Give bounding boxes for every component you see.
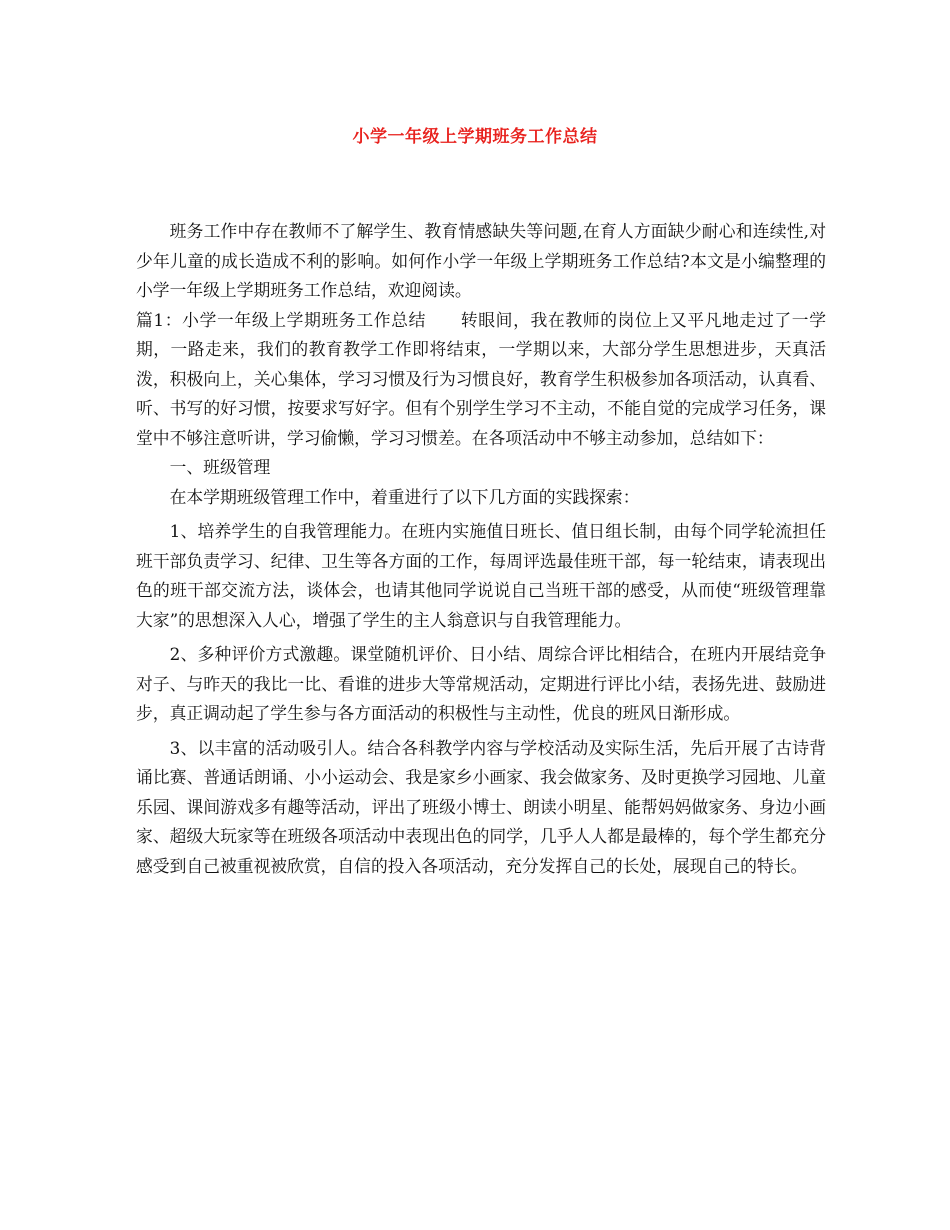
document-body bbox=[136, 217, 826, 881]
chapter-1-paragraph: 篇1：小学一年级上学期班务工作总结 转眼间，我在教师的岗位上又平凡地走过了一学期，一路走来，我们的教育教学工作即将结束，一学期以来，大部分学生思想进步，天真活泼，积极向上，关心集体，学习习惯及行为习惯良好，教育学生积极参加各项活动，认真看、听、书写的好习惯，按要求写好字。但有个别学生学习不主动，不能自觉的完成学习任务，课堂中不够注意听讲，学习偷懒，学习习惯差。在各项活动中不够主动参加，总结如下： bbox=[136, 309, 826, 448]
section-heading-class-management: 一、班级管理 bbox=[169, 457, 271, 477]
document-title: 小学一年级上学期班务工作总结 bbox=[352, 127, 598, 147]
item-1-paragraph: 1、培养学生的自我管理能力。在班内实施值日班长、值日组长制，由每个同学轮流担任班干部负责学习、纪律、卫生等各方面的工作，每周评选最佳班干部，每一轮结束，请表现出色的班干部交流方法，谈体会，也请其他同学说说自己当班干部的感受，从而使“班级管理靠大家”的思想深入人心，增强了学生的主人翁意识与自我管理能力。 bbox=[136, 521, 826, 630]
section-intro-paragraph: 在本学期班级管理工作中，着重进行了以下几方面的实践探索： bbox=[169, 486, 640, 507]
item-3-paragraph: 3、以丰富的活动吸引人。结合各科教学内容与学校活动及实际生活，先后开展了古诗背诵比赛、普通话朗诵、小小运动会、我是家乡小画家、我会做家务、及时更换学习园地、儿童乐园、课间游戏多有趣等活动，评出了班级小博士、朗读小明星、能帮妈妈做家务、身边小画家、超级大玩家等在班级各项活动中表现出色的同学，几乎人人都是最棒的，每个学生都充分感受到自己被重视被欣赏，自信的投入各项活动，充分发挥自己的长处，展现自己的特长。 bbox=[136, 737, 826, 876]
intro-paragraph: 班务工作中存在教师不了解学生、教育情感缺失等问题,在育人方面缺少耐心和连续性,对少年儿童的成长造成不利的影响。如何作小学一年级上学期班务工作总结?本文是小编整理的小学一年级上学期班务工作总结，欢迎阅读。 bbox=[136, 221, 826, 300]
item-2-paragraph: 2、多种评价方式激趣。课堂随机评价、日小结、周综合评比相结合，在班内开展结竞争对子、与昨天的我比一比、看谁的进步大等常规活动，定期进行评比小结，表扬先进、鼓励进步，真正调动起了学生参与各方面活动的积极性与主动性，优良的班风日渐形成。 bbox=[136, 644, 826, 723]
